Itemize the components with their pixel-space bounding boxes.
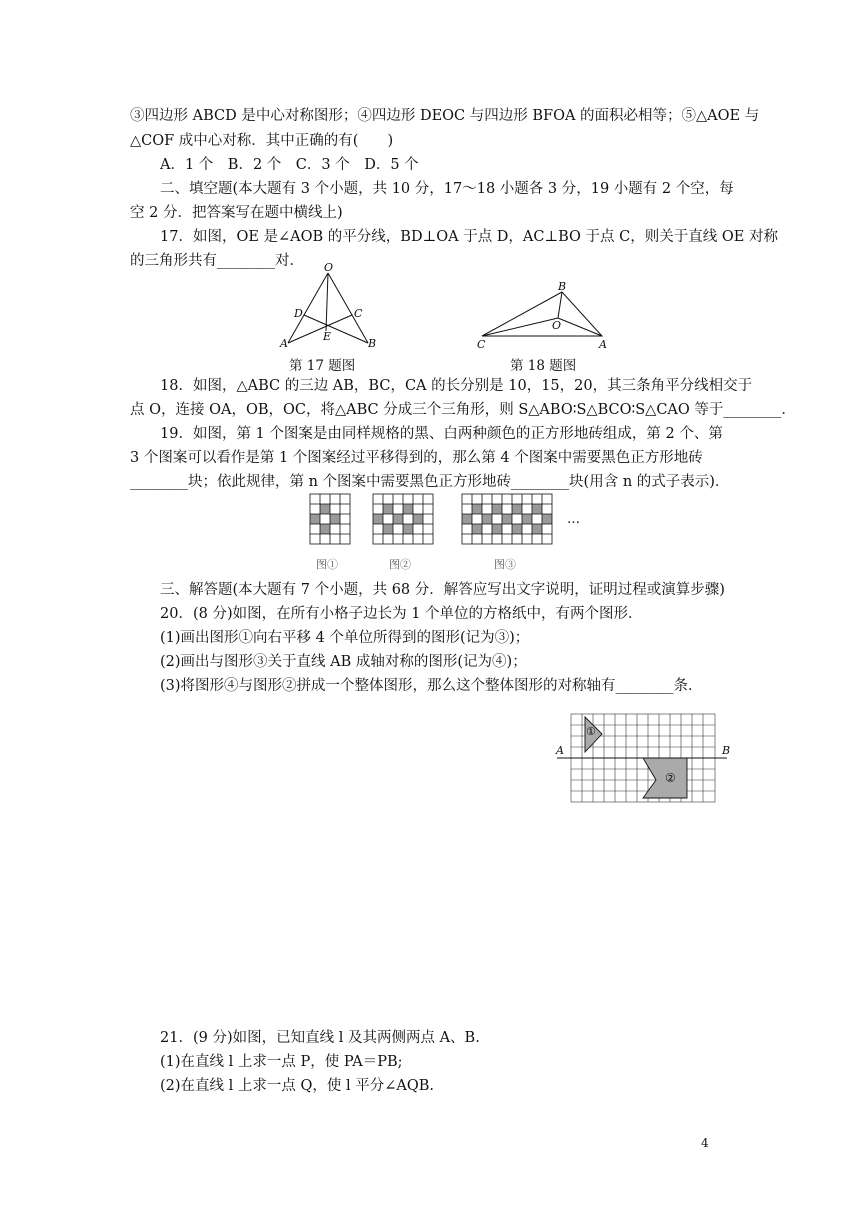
shape-1-label: ①	[586, 725, 596, 738]
ellipsis: …	[567, 512, 580, 527]
label-a: A	[556, 744, 564, 757]
question-18: 18．如图，△ABC 的三边 AB，BC，CA 的长分别是 10，15，20，其三条角平分线相交于	[160, 378, 753, 394]
label-c: C	[477, 338, 486, 351]
page-number: 4	[701, 1136, 709, 1150]
grid-figure-20	[555, 712, 735, 804]
label-a: A	[599, 338, 607, 351]
caption-fig17: 第 17 题图	[289, 358, 356, 374]
text-line: 的三角形共有________对．	[130, 253, 304, 269]
question-19: 19．如图，第 1 个图案是由同样规格的黑、白两种颜色的正方形地砖组成，第 2 个、第	[160, 426, 723, 442]
label-e: E	[323, 330, 332, 343]
label-b: B	[558, 280, 567, 293]
pattern-2	[373, 494, 433, 552]
figure-18	[470, 278, 620, 353]
sub-question: (1)在直线 l 上求一点 P，使 PA＝PB;	[160, 1054, 403, 1070]
label-d: D	[294, 307, 303, 320]
sub-question: (3)将图形④与图形②拼成一个整体图形，那么这个整体图形的对称轴有________条．	[160, 678, 703, 694]
label-c: C	[354, 307, 363, 320]
caption-pattern-3: 图③	[494, 558, 516, 571]
sub-question: (2)在直线 l 上求一点 Q，使 l 平分∠AQB.	[160, 1078, 435, 1094]
label-o: O	[552, 319, 562, 332]
text-line: ③四边形 ABCD 是中心对称图形；④四边形 DEOC 与四边形 BFOA 的面积必相等；⑤△AOE 与	[130, 108, 760, 124]
answer-options: A．1 个 B．2 个 C．3 个 D．5 个	[160, 157, 419, 173]
pattern-3	[462, 494, 552, 552]
pattern-1	[310, 494, 350, 552]
caption-pattern-1: 图①	[316, 558, 338, 571]
shape-2-label: ②	[665, 771, 676, 785]
caption-pattern-2: 图②	[389, 558, 411, 571]
section-heading: 三、解答题(本大题有 7 个小题，共 68 分．解答应写出文字说明，证明过程或演算步骤)	[160, 582, 725, 598]
sub-question: (1)画出图形①向右平移 4 个单位所得到的图形(记为③)；	[160, 630, 530, 646]
question-20: 20．(8 分)如图，在所有小格子边长为 1 个单位的方格纸中，有两个图形．	[160, 606, 643, 622]
figure-17	[280, 263, 380, 353]
caption-fig18: 第 18 题图	[510, 358, 577, 374]
label-a: A	[280, 337, 288, 350]
text-line: 3 个图案可以看作是第 1 个图案经过平移得到的，那么第 4 个图案中需要黑色正方形地砖	[130, 450, 703, 466]
question-17: 17．如图，OE 是∠AOB 的平分线，BD⊥OA 于点 D，AC⊥BO 于点 C，则关于直线 OE 对称	[160, 229, 778, 245]
text-line: ________块；依此规律，第 n 个图案中需要黑色正方形地砖________块(用含 n 的式子表示)．	[130, 474, 730, 490]
sub-question: (2)画出与图形③关于直线 AB 成轴对称的图形(记为④)；	[160, 654, 527, 670]
label-b: B	[722, 744, 731, 757]
question-21: 21．(9 分)如图，已知直线 l 及其两侧两点 A、B.	[160, 1030, 480, 1046]
text-line: △COF 成中心对称．其中正确的有( )	[130, 133, 394, 149]
section-heading: 二、填空题(本大题有 3 个小题，共 10 分，17～18 小题各 3 分，19 小题有 2 个空，每	[160, 181, 734, 197]
label-o: O	[324, 261, 334, 274]
text-line: 空 2 分．把答案写在题中横线上)	[130, 205, 343, 221]
text-line: 点 O，连接 OA，OB，OC，将△ABC 分成三个三角形，则 S△ABO∶S△BCO∶S△CAO 等于________．	[130, 402, 796, 418]
label-b: B	[368, 337, 377, 350]
